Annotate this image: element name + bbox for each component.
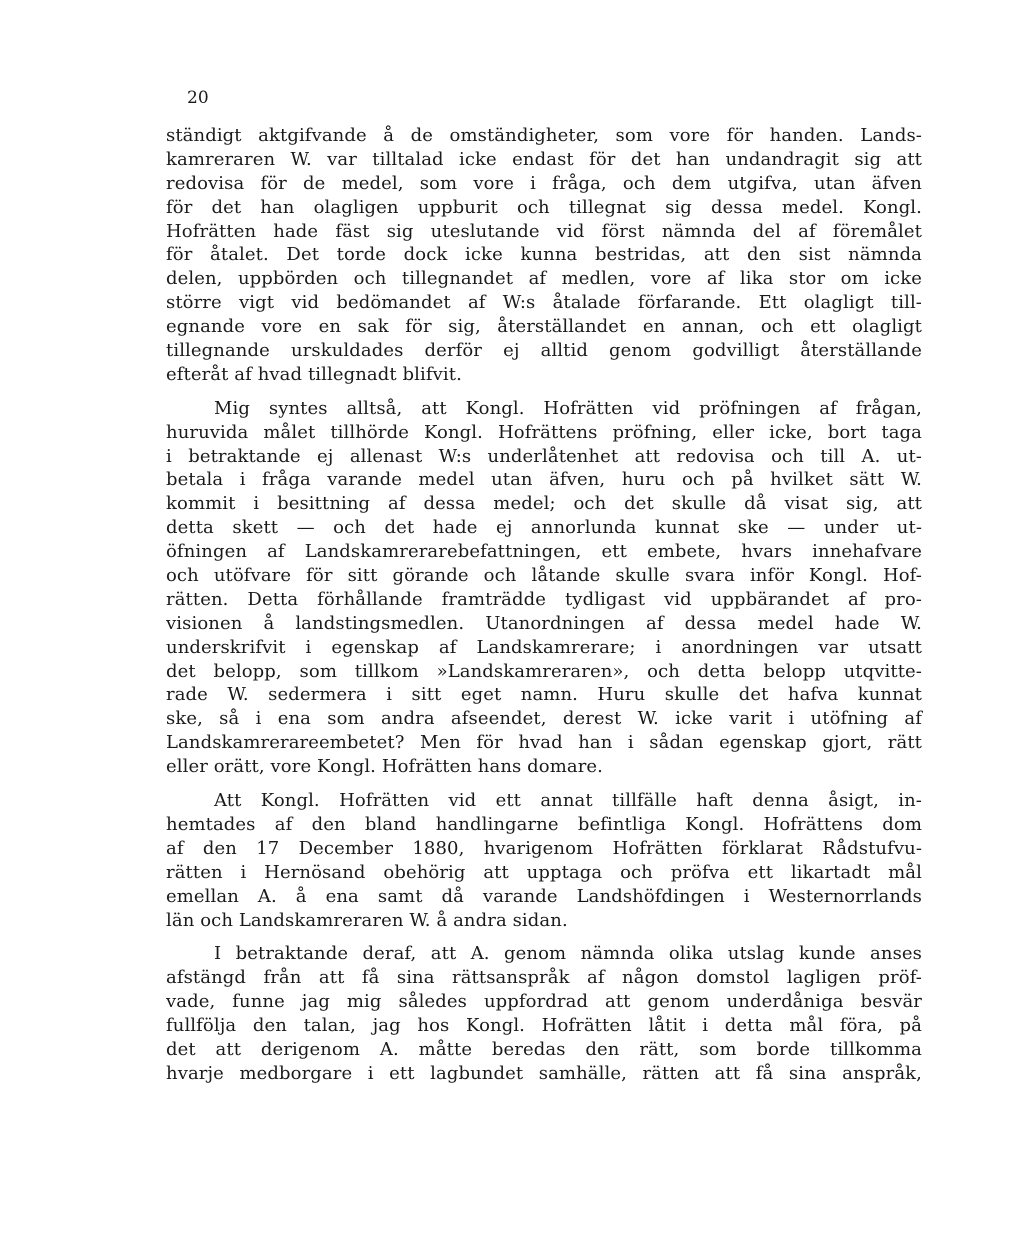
body-text — [166, 124, 922, 1086]
text-line: egnande vore en sak för sig, återställandet en annan, och ett olagligt — [166, 316, 922, 338]
text-line: det att derigenom A. måtte beredas den rätt, som borde tillkomma — [166, 1038, 922, 1060]
text-line: afstängd från att få sina rättsanspråk af någon domstol lagligen pröf- — [166, 967, 922, 989]
text-line: ske, så i ena som andra afseendet, derest W. icke varit i utöfning af — [166, 708, 922, 730]
text-line: delen, uppbörden och tillegnandet af medlen, vore af lika stor om icke — [166, 268, 922, 290]
text-line: underskrifvit i egenskap af Landskamrerare; i anordningen var utsatt — [166, 636, 922, 658]
text-line: efteråt af hvad tillegnadt blifvit. — [166, 363, 462, 385]
text-line: för det han olagligen uppburit och tillegnat sig dessa medel. Kongl. — [166, 196, 922, 218]
text-line: det belopp, som tillkom »Landskamreraren», och detta belopp utqvitte- — [166, 660, 922, 682]
text-line: fullfölja den talan, jag hos Kongl. Hofrätten låtit i detta mål föra, på — [166, 1015, 922, 1037]
text-line: hvarje medborgare i ett lagbundet samhälle, rätten att få sina anspråk, — [166, 1062, 922, 1084]
text-line: I betraktande deraf, att A. genom nämnda olika utslag kunde anses — [214, 943, 922, 965]
paragraph — [166, 397, 922, 779]
text-line: och utöfvare för sitt görande och låtande skulle svara inför Kongl. Hof- — [166, 565, 922, 587]
text-line: rätten i Hernösand obehörig att upptaga och pröfva ett likartadt mål — [166, 861, 922, 883]
text-line: huruvida målet tillhörde Kongl. Hofrättens pröfning, eller icke, bort taga — [166, 421, 922, 443]
text-line: emellan A. å ena samt då varande Landshöfdingen i Westernorrlands — [166, 885, 922, 907]
text-line: redovisa för de medel, som vore i fråga, och dem utgifva, utan äfven — [166, 172, 922, 194]
text-line: eller orätt, vore Kongl. Hofrätten hans domare. — [166, 756, 604, 778]
text-line: kommit i besittning af dessa medel; och det skulle då visat sig, att — [166, 493, 922, 515]
text-line: visionen å landstingsmedlen. Utanordningen af dessa medel hade W. — [166, 612, 922, 634]
text-line: rätten. Detta förhållande framträdde tydligast vid uppbärandet af pro- — [166, 588, 922, 610]
text-line: i betraktande ej allenast W:s underlåtenhet att redovisa och till A. ut- — [166, 445, 922, 467]
text-line: för åtalet. Det torde dock icke kunna bestridas, att den sist nämnda — [166, 244, 922, 266]
text-line: ständigt aktgifvande å de omständigheter, som vore för handen. Lands- — [166, 125, 922, 146]
page-number: 20 — [187, 88, 209, 108]
text-line: län och Landskamreraren W. å andra sidan. — [166, 909, 568, 931]
text-line: kamreraren W. var tilltalad icke endast för det han undandragit sig att — [166, 148, 922, 170]
paragraph — [166, 942, 922, 1085]
text-line: öfningen af Landskamrerarebefattningen, ett embete, hvars innehafvare — [166, 541, 922, 563]
text-line: tillegnande urskuldades derför ej alltid genom godvilligt återställande — [166, 340, 922, 362]
text-line: detta skett — och det hade ej annorlunda kunnat ske — under ut- — [166, 517, 922, 539]
text-line: större vigt vid bedömandet af W:s åtalade förfarande. Ett olagligt till- — [166, 292, 922, 314]
text-line: vade, funne jag mig således uppfordrad att genom underdåniga besvär — [166, 991, 922, 1013]
text-line: Mig syntes alltså, att Kongl. Hofrätten vid pröfningen af frågan, — [214, 397, 922, 419]
paragraph — [166, 124, 922, 387]
text-line: rade W. sedermera i sitt eget namn. Huru skulle det hafva kunnat — [166, 684, 922, 706]
text-line: Att Kongl. Hofrätten vid ett annat tillfälle haft denna åsigt, in- — [214, 790, 922, 812]
text-line: af den 17 December 1880, hvarigenom Hofrätten förklarat Rådstufvu- — [166, 837, 922, 859]
text-line: Hofrätten hade fäst sig uteslutande vid först nämnda del af föremålet — [166, 220, 922, 242]
text-line: Landskamrerareembetet? Men för hvad han i sådan egenskap gjort, rätt — [166, 732, 922, 754]
paragraph — [166, 789, 922, 932]
text-line: hemtades af den bland handlingarne befintliga Kongl. Hofrättens dom — [166, 813, 922, 835]
text-line: betala i fråga varande medel utan äfven, huru och på hvilket sätt W. — [166, 469, 922, 491]
